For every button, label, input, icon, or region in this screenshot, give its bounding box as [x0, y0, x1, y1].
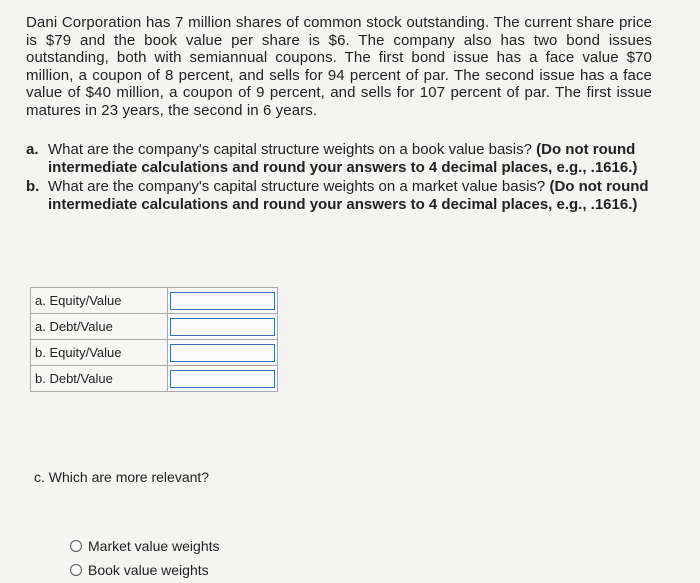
b-debt-value-input[interactable] — [170, 370, 275, 388]
relevance-radio-group — [70, 534, 220, 582]
question-a-text — [48, 141, 652, 176]
answer-cell — [168, 366, 278, 392]
questions-list — [26, 141, 652, 213]
option-market-value[interactable] — [70, 534, 220, 558]
question-b — [26, 178, 652, 213]
a-debt-value-input[interactable] — [170, 318, 275, 336]
question-a-instruction: (Do not round intermediate calculations and round your answers to 4 decimal places, e.g., .1616.) — [48, 141, 638, 176]
question-a-letter: a. — [26, 141, 39, 158]
option-book-value[interactable] — [70, 558, 220, 582]
answer-label: b. Equity/Value — [31, 340, 168, 366]
answer-label: a. Debt/Value — [31, 314, 168, 340]
option-label: Market value weights — [88, 538, 220, 554]
a-equity-value-input[interactable] — [170, 292, 275, 310]
answer-cell — [168, 288, 278, 314]
answer-label: b. Debt/Value — [31, 366, 168, 392]
question-a-prompt: What are the company's capital structure weights on a book value basis? — [48, 141, 532, 158]
question-b-letter: b. — [26, 178, 40, 196]
question-b-text — [48, 178, 652, 213]
answer-row-a-debt — [31, 314, 278, 340]
answer-table — [30, 287, 278, 392]
option-label: Book value weights — [88, 562, 209, 578]
radio-button-icon[interactable] — [70, 540, 82, 552]
answer-row-b-debt — [31, 366, 278, 392]
answer-row-b-equity — [31, 340, 278, 366]
question-c: c. Which are more relevant? — [34, 469, 210, 485]
question-b-instruction: (Do not round intermediate calculations and round your answers to 4 decimal places, e.g., .1616.) — [48, 178, 649, 213]
answer-row-a-equity — [31, 288, 278, 314]
problem-statement: Dani Corporation has 7 million shares of common stock outstanding. The current share price is $79 and the book value per share is $6. The company also has two bond issues outstanding, both with semiannual coupons. The first bond issue has a face value $70 million, a coupon of 8 percent, and sells for 94 percent of par. The second issue has a face value of $40 million, a coupon of 9 percent, and sells for 107 percent of par. The first issue matures in 23 years, the second in 6 years. — [26, 14, 652, 119]
question-a — [26, 141, 652, 176]
b-equity-value-input[interactable] — [170, 344, 275, 362]
radio-button-icon[interactable] — [70, 564, 82, 576]
answer-cell — [168, 340, 278, 366]
answer-label: a. Equity/Value — [31, 288, 168, 314]
question-b-prompt: What are the company's capital structure weights on a market value basis? — [48, 178, 546, 196]
answer-cell — [168, 314, 278, 340]
